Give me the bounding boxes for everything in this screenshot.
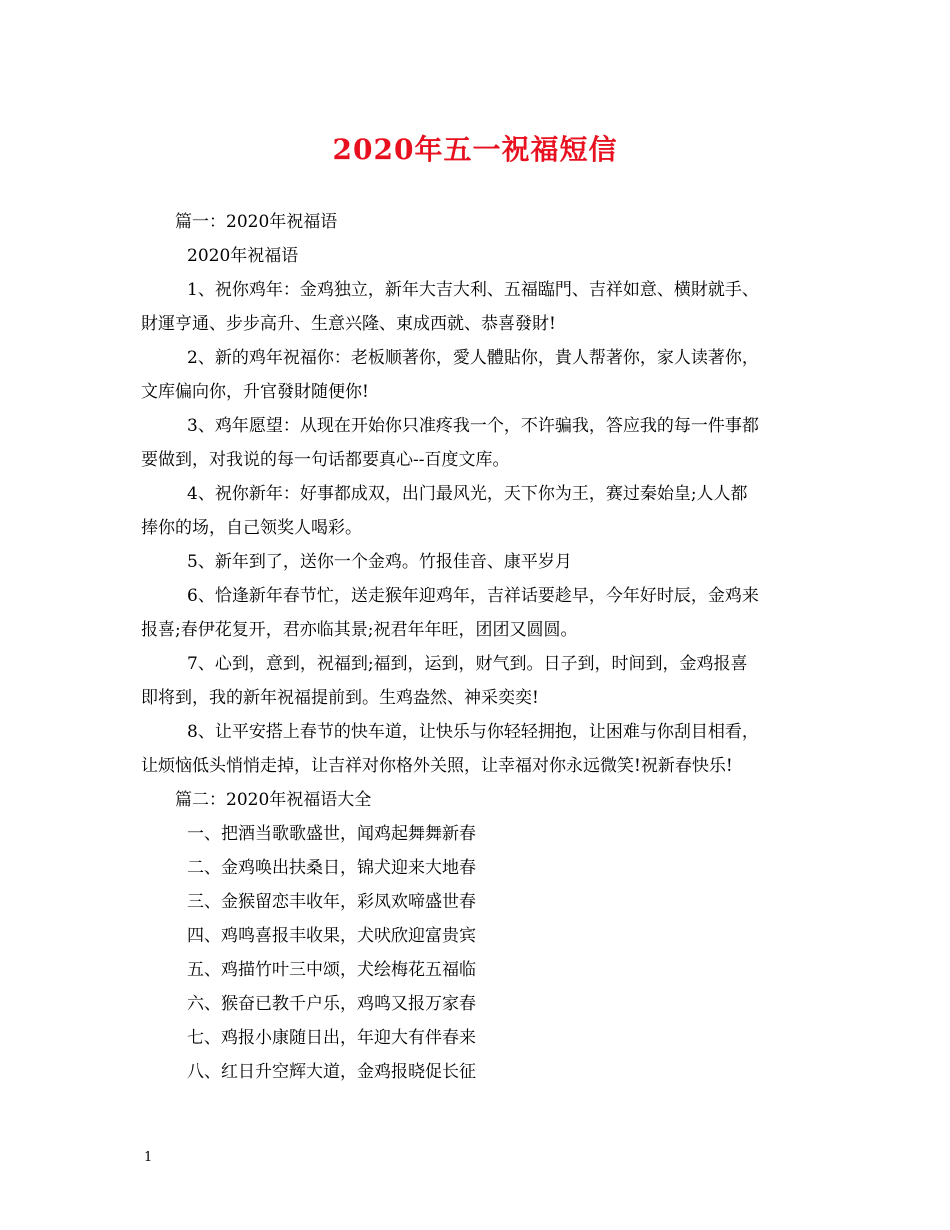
couplet-line: 七、鸡报小康随日出，年迎大有伴春来 [187,1028,476,1048]
couplet-line: 六、猴奋已教千户乐，鸡鸣又报万家春 [187,994,476,1014]
document-title: 2020年五一祝福短信 [332,133,618,166]
couplet-line: 五、鸡描竹叶三中颂，犬绘梅花五福临 [187,960,476,980]
section-heading-2: 篇二：2020年祝福语大全 [175,790,372,810]
section-heading-1: 篇一：2020年祝福语 [175,212,338,232]
paragraph-line: 4、祝你新年：好事都成双，出门最风光，天下你为王，赛过秦始皇;人人都 [187,484,748,504]
paragraph-line: 文库偏向你，升官發財随便你! [141,382,369,402]
subheading: 2020年祝福语 [187,246,299,266]
paragraph-line: 捧你的场，自己领奖人喝彩。 [141,518,362,538]
paragraph-line: 让烦恼低头悄悄走掉，让吉祥对你格外关照，让幸福对你永远微笑!祝新春快乐! [141,756,733,776]
couplet-line: 一、把酒当歌歌盛世，闻鸡起舞舞新春 [187,824,476,844]
paragraph-line: 8、让平安搭上春节的快车道，让快乐与你轻轻拥抱，让困难与你刮目相看， [187,722,759,742]
paragraph-line: 1、祝你鸡年：金鸡独立，新年大吉大利、五福臨門、吉祥如意、横財就手、 [187,280,759,300]
paragraph-line: 报喜;春伊花复开，君亦临其景;祝君年年旺，团团又圆圆。 [141,620,578,640]
paragraph-line: 7、心到，意到，祝福到;福到，运到，财气到。日子到，时间到，金鸡报喜 [187,654,748,674]
couplet-line: 三、金猴留恋丰收年，彩凤欢啼盛世春 [187,892,476,912]
paragraph-line: 要做到，对我说的每一句话都要真心--百度文库。 [141,450,510,470]
paragraph-line: 即将到，我的新年祝福提前到。生鸡盎然、神采奕奕! [141,688,539,708]
paragraph-line: 財運亨通、步步高升、生意兴隆、東成西就、恭喜發財! [141,314,556,334]
page-number: 1 [144,1150,153,1165]
paragraph-line: 6、恰逢新年春节忙，送走猴年迎鸡年，吉祥话要趁早，今年好时辰，金鸡来 [187,586,759,606]
paragraph-line: 3、鸡年愿望：从现在开始你只准疼我一个，不许骗我，答应我的每一件事都 [187,416,759,436]
couplet-line: 二、金鸡唤出扶桑日，锦犬迎来大地春 [187,858,476,878]
couplet-line: 八、红日升空辉大道，金鸡报晓促长征 [187,1062,476,1082]
paragraph-line: 2、新的鸡年祝福你：老板顺著你，愛人體貼你，貴人帮著你，家人读著你， [187,348,759,368]
couplet-line: 四、鸡鸣喜报丰收果，犬吠欣迎富贵宾 [187,926,476,946]
paragraph-line: 5、新年到了，送你一个金鸡。竹报佳音、康平岁月 [187,552,572,572]
